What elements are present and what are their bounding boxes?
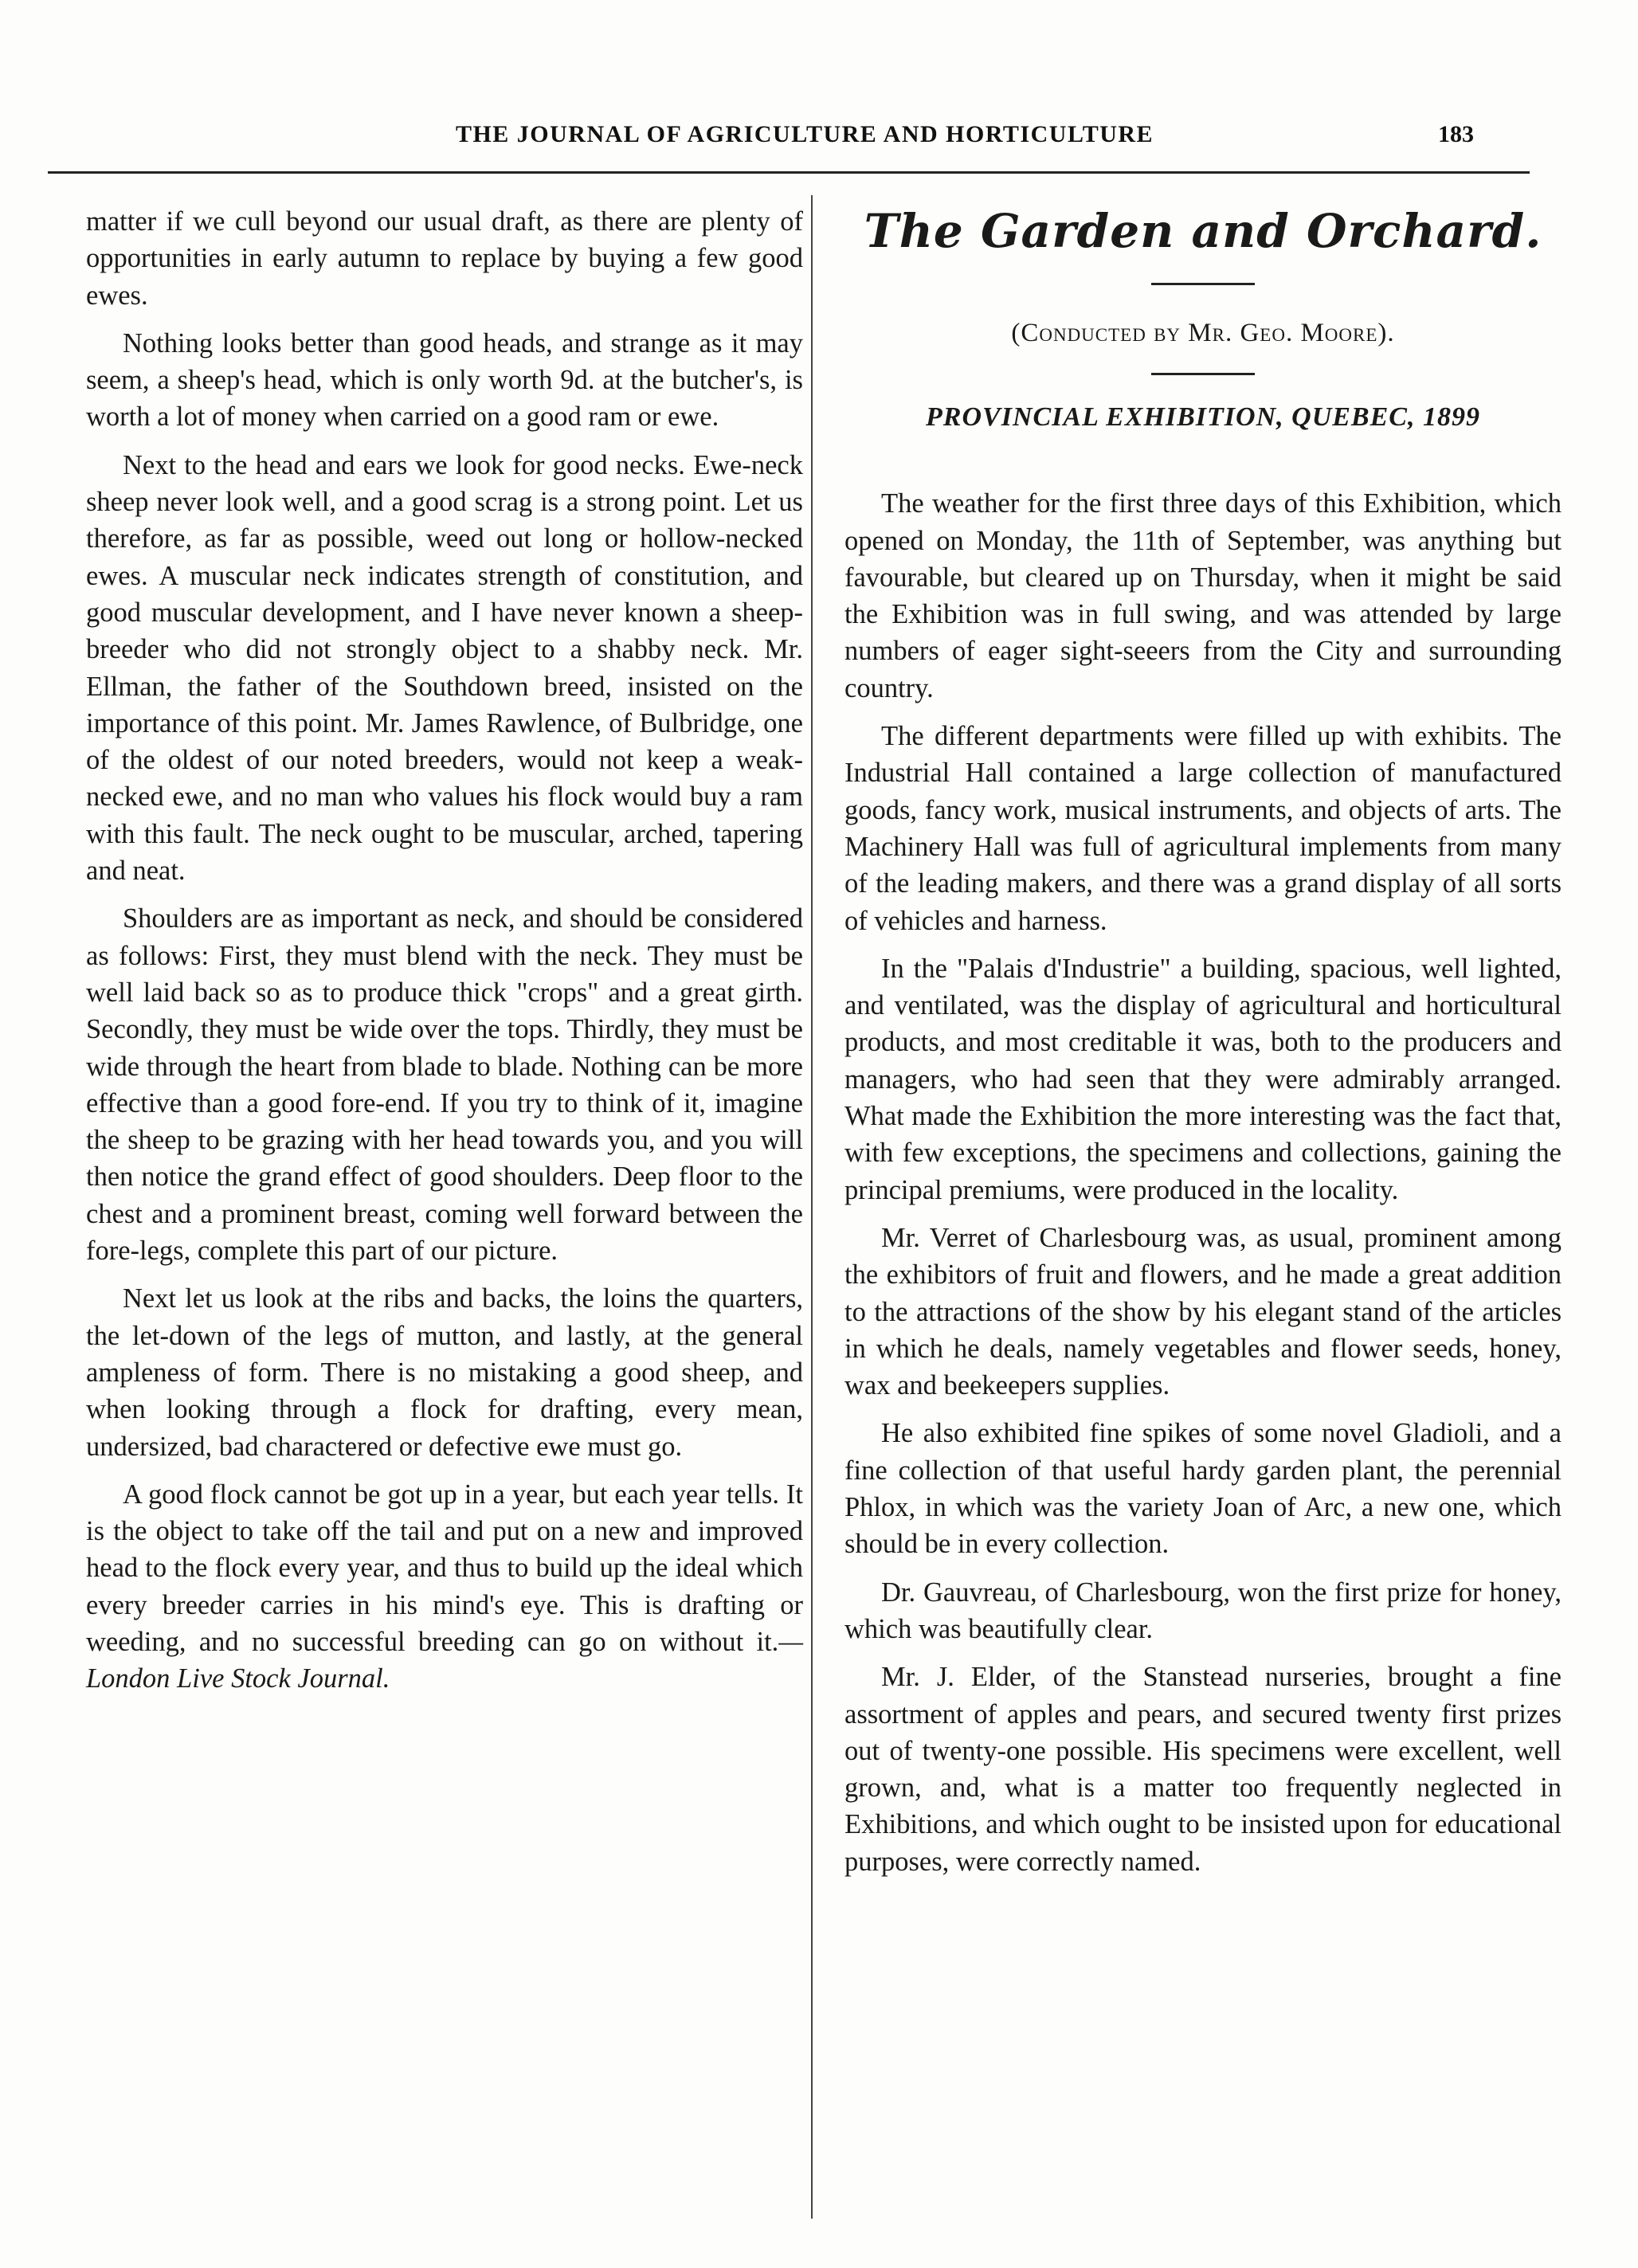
conductor-rule (1151, 373, 1255, 375)
paragraph: Shoulders are as important as neck, and should be considered as follows: First, they must blend with the neck. They must be well laid back so as to produce thick "crops" and a great girth. Secondly, they must be wide over the tops. Thirdly, they must be wide through the heart from blade to blade. Nothing can be more effective than a good fore-end. If you try to think of it, imagine the sheep to be grazing with her head towards you, and you will then notice the grand effect of good shoulders. Deep floor to the chest and a prominent breast, coming well forward between the fore-legs, complete this part of our picture. (86, 903, 803, 1267)
title-rule (1151, 283, 1255, 285)
paragraph-with-credit (86, 1476, 803, 1698)
paragraph: He also exhibited fine spikes of some novel Gladioli, and a fine collection of that useful hardy garden plant, the perennial Phlox, in which was the variety Joan of Arc, a new one, which should be in every collection. (844, 1418, 1562, 1560)
right-column (844, 195, 1562, 1891)
article-title: PROVINCIAL EXHIBITION, QUEBEC, 1899 (926, 402, 1480, 432)
paragraph: Dr. Gauvreau, of Charlesbourg, won the first prize for honey, which was beautifully clear. (844, 1577, 1562, 1644)
paragraph: Mr. J. Elder, of the Stanstead nurseries, brought a fine assortment of apples and pears, and secured twenty first prizes out of twenty-one possible. His specimens were excellent, well grown, and, what is a matter too frequently neglected in Exhibitions, and which ought to be insisted upon for educational purposes, were correctly named. (844, 1662, 1562, 1877)
left-column (86, 203, 803, 1709)
conductor-line: (Conducted by Mr. Geo. Moore). (1011, 319, 1395, 347)
page-number: 183 (1438, 121, 1474, 147)
paragraph-text: A good flock cannot be got up in a year, but each year tells. It is the object to take off the tail and put on a new and improved head to the flock every year, and thus to build up the ideal which every breeder carries in his mind's eye. This is drafting or weeding, and no successful breeding can go on without it. (86, 1479, 803, 1657)
running-title: THE JOURNAL OF AGRICULTURE AND HORTICULTURE (455, 121, 1154, 147)
paragraph: matter if we cull beyond our usual draft, as there are plenty of opportunities in early autumn to replace by buying a few good ewes. (86, 206, 803, 311)
paragraph: The weather for the first three days of this Exhibition, which opened on Monday, the 11th of September, was anything but favourable, but cleared up on Thursday, when it might be said the Exhibition was in full swing, and was attended by large numbers of eager sight-seeers from the City and surrounding country. (844, 488, 1562, 703)
paragraph: The different departments were filled up with exhibits. The Industrial Hall contained a large collection of manufactured goods, fancy work, musical instruments, and objects of arts. The Machinery Hall was full of agricultural implements from many of the leading makers, and there was a grand display of all sorts of vehicles and harness. (844, 721, 1562, 936)
column-divider (811, 195, 813, 2219)
paragraph: Next to the head and ears we look for good necks. Ewe-neck sheep never look well, and a good scrag is a strong point. Let us therefore, as far as possible, weed out long or hollow-necked ewes. A muscular neck indicates strength of constitution, and good muscular development, and I have never known a sheep-breeder who did not strongly object to a shabby neck. Mr. Ellman, the father of the Southdown breed, insisted on the importance of this point. Mr. James Rawlence, of Bulbridge, one of the oldest of our noted breeders, would not keep a weak-necked ewe, and no man who values his flock would buy a ram with this fault. The neck ought to be muscular, arched, tapering and neat. (86, 449, 803, 887)
paragraph: In the "Palais d'Industrie" a building, spacious, well lighted, and ventilated, was the display of agricultural and horticultural products, and most creditable it was, both to the producers and managers, who had seen that they were admirably arranged. What made the Exhibition the more interesting was the fact that, with few exceptions, the specimens and collections, gaining the principal premiums, were produced in the locality. (844, 953, 1562, 1205)
section-title: The Garden and Orchard. (864, 204, 1542, 258)
paragraph: Nothing looks better than good heads, and strange as it may seem, a sheep's head, which is only worth 9d. at the butcher's, is worth a lot of money when carried on a good ram or ewe. (86, 327, 803, 433)
paragraph: Next let us look at the ribs and backs, the loins the quarters, the let-down of the legs of mutton, and lastly, at the general ampleness of form. There is no mistaking a good sheep, and when looking through a flock for drafting, every mean, undersized, bad charactered or defective ewe must go. (86, 1283, 803, 1462)
source-credit: —London Live Stock Journal. (86, 1626, 803, 1694)
paragraph: Mr. Verret of Charlesbourg was, as usual, prominent among the exhibitors of fruit and flowers, and he made a great addition to the attractions of the show by his elegant stand of the articles in which he deals, namely vegetables and flower seeds, honey, wax and beekeepers supplies. (844, 1222, 1562, 1401)
header-rule (48, 171, 1530, 174)
